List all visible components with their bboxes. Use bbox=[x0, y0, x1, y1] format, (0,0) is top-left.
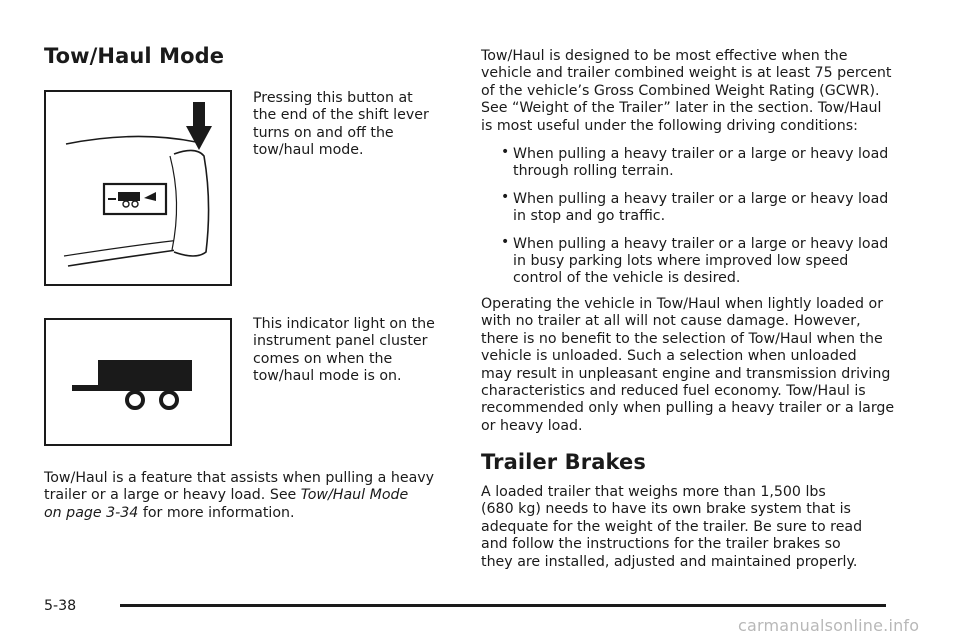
watermark: carmanualsonline.info bbox=[738, 616, 920, 635]
para-line: recommended only when pulling a heavy trailer or a large bbox=[481, 400, 895, 417]
para-line: they are installed, adjusted and maintained properly. bbox=[481, 553, 858, 570]
bullet-icon: • bbox=[501, 188, 510, 205]
list-line: When pulling a heavy trailer or a large or heavy load bbox=[513, 146, 889, 162]
para-line: A loaded trailer that weighs more than 1,500 lbs bbox=[481, 484, 826, 500]
para-text: trailer or a large or heavy load. See bbox=[44, 487, 301, 504]
para-line: Tow/Haul is a feature that assists when pulling a heavy bbox=[44, 470, 435, 486]
trailer-brakes-paragraph bbox=[481, 484, 921, 571]
list-item bbox=[481, 146, 921, 181]
list-line: When pulling a heavy trailer or a large or heavy load bbox=[513, 190, 889, 207]
caption-line: the end of the shift lever bbox=[253, 107, 429, 124]
caption-shift-button bbox=[253, 90, 453, 160]
para-line: vehicle is unloaded. Such a selection when unloaded bbox=[481, 348, 857, 365]
caption-line: comes on when the bbox=[253, 350, 393, 367]
trailer-indicator-icon bbox=[46, 320, 230, 444]
para-line: of the vehicle’s Gross Combined Weight Rating (GCWR). bbox=[481, 82, 880, 99]
bullet-icon: • bbox=[501, 144, 510, 160]
para-line: See “Weight of the Trailer” later in the section. Tow/Haul bbox=[481, 100, 882, 117]
tow-haul-feature-paragraph bbox=[44, 470, 464, 522]
para-line: Tow/Haul is designed to be most effective when the bbox=[481, 48, 848, 64]
section-title-tow-haul: Tow/Haul Mode bbox=[44, 44, 225, 68]
para-line: (680 kg) needs to have its own brake system that is bbox=[481, 501, 851, 518]
figure-trailer-indicator bbox=[44, 318, 232, 446]
bullet-icon: • bbox=[501, 233, 510, 250]
para-line: is most useful under the following driving conditions: bbox=[481, 117, 858, 134]
cross-reference-page-link[interactable]: on page 3-34 bbox=[44, 504, 139, 521]
list-line: When pulling a heavy trailer or a large or heavy load bbox=[513, 235, 889, 252]
page-number: 5-38 bbox=[44, 598, 77, 614]
list-line: control of the vehicle is desired. bbox=[513, 270, 741, 287]
list-item bbox=[481, 188, 921, 226]
para-line: there is no benefit to the selection of Tow/Haul when the bbox=[481, 330, 883, 347]
para-line: characteristics and reduced fuel economy. Tow/Haul is bbox=[481, 383, 866, 400]
para-text: for more information. bbox=[138, 504, 295, 521]
para-line bbox=[44, 487, 464, 504]
list-item bbox=[481, 233, 921, 288]
caption-line: Pressing this button at bbox=[253, 90, 413, 106]
caption-indicator-light bbox=[253, 316, 453, 386]
figure-shift-lever bbox=[44, 90, 232, 286]
caption-line: turns on and off the bbox=[253, 124, 394, 141]
caption-line: tow/haul mode is on. bbox=[253, 368, 402, 385]
caption-line: This indicator light on the bbox=[253, 316, 435, 332]
para-line: Operating the vehicle in Tow/Haul when lightly loaded or bbox=[481, 296, 884, 312]
driving-conditions-list bbox=[481, 146, 921, 298]
para-line: adequate for the weight of the trailer. Be sure to read bbox=[481, 518, 863, 535]
shift-lever-button-icon bbox=[46, 92, 230, 284]
caption-line: instrument panel cluster bbox=[253, 333, 428, 350]
para-line: and follow the instructions for the trailer brakes so bbox=[481, 536, 841, 553]
operating-paragraph bbox=[481, 296, 921, 435]
para-line: or heavy load. bbox=[481, 417, 583, 434]
list-line: in stop and go traffic. bbox=[513, 208, 666, 225]
para-line: vehicle and trailer combined weight is at least 75 percent bbox=[481, 65, 892, 82]
cross-reference-link[interactable]: Tow/Haul Mode bbox=[300, 487, 409, 504]
caption-line: tow/haul mode. bbox=[253, 142, 364, 159]
para-line: with no trailer at all will not cause damage. However, bbox=[481, 313, 861, 330]
footer-rule bbox=[120, 604, 886, 607]
para-line bbox=[44, 505, 464, 522]
para-line: may result in unpleasant engine and transmission driving bbox=[481, 365, 891, 382]
list-line: in busy parking lots where improved low speed bbox=[513, 253, 849, 270]
section-title-trailer-brakes: Trailer Brakes bbox=[481, 450, 646, 474]
tow-haul-intro-paragraph bbox=[481, 48, 921, 135]
list-line: through rolling terrain. bbox=[513, 163, 674, 180]
